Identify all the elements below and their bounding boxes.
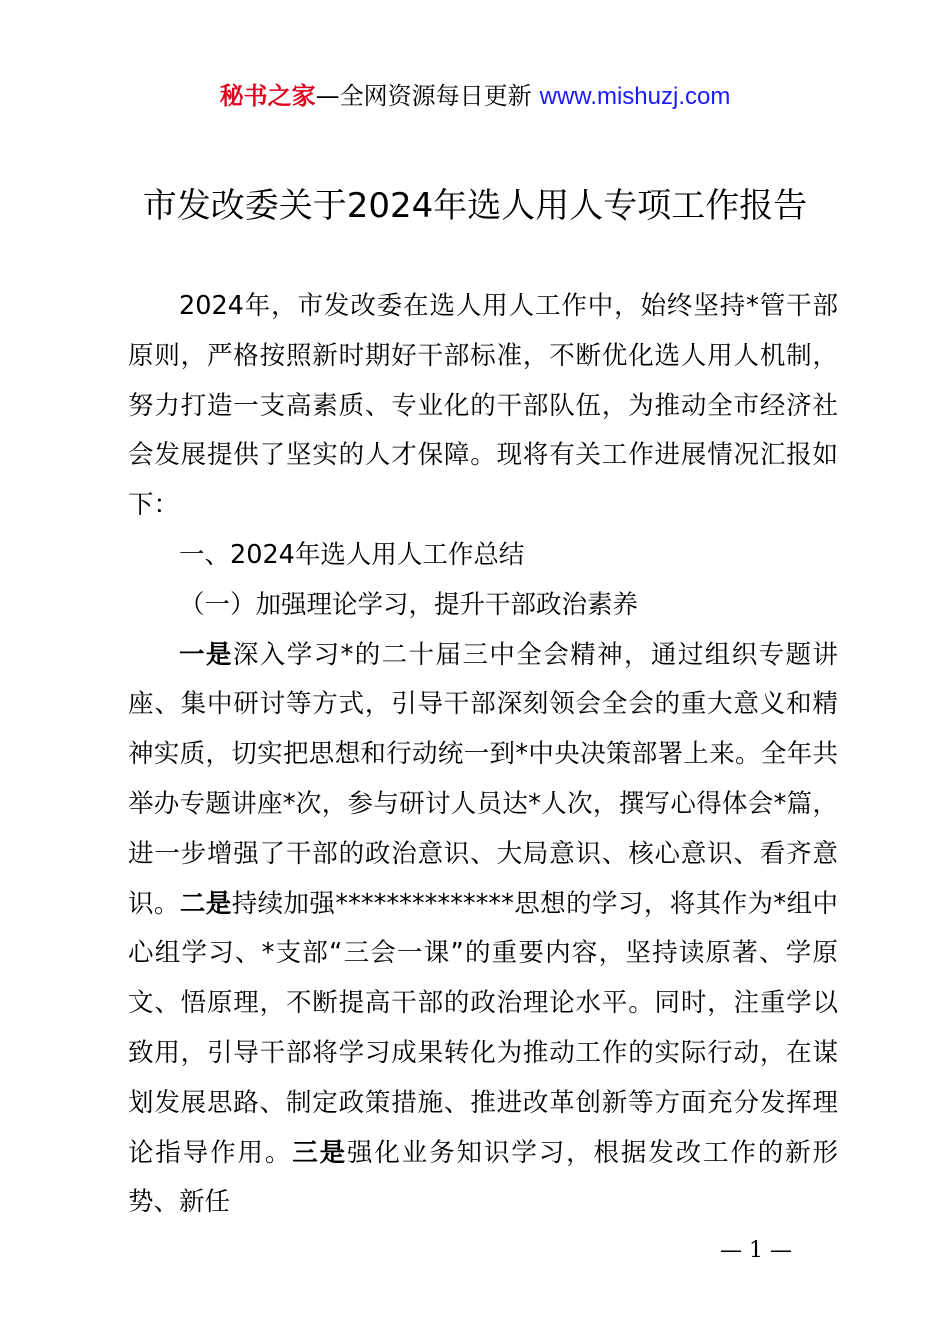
section-heading: 一、2024年选人用人工作总结 xyxy=(179,539,525,570)
site-url-link[interactable]: www.mishuzj.com xyxy=(539,83,731,110)
document-title: 市发改委关于2024年选人用人专项工作报告 xyxy=(142,186,808,226)
point-text-1: 深入学习*的二十届三中全会精神，通过组织专题讲座、集中研讨等方式，引导干部深刻领会全会的重大意义和精神实质，切实把思想和行动统一到*中央决策部署上来。全年共举办专题讲座*次，参与研讨人员达*人次，撰写心得体会*篇，进一步增强了干部的政治意识、大局意识、核心意识、看齐意识。 xyxy=(128,639,838,919)
point-lead-2: 二是 xyxy=(179,888,232,919)
point-lead-3: 三是 xyxy=(292,1137,348,1168)
site-slogan: —全网资源每日更新 xyxy=(315,82,532,110)
point-text-3: 强化业务知识学习，根据发改工作的新形势、新任 xyxy=(128,1137,838,1218)
point-text-2: 持续加强**************思想的学习，将其作为*组中心组学习、*支部“三会一课”的重要内容，坚持读原著、学原文、悟原理，不断提高干部的政治理论水平。同时，注重学以致用，引导干部将学习成果转化为推动工作的实际行动，在谋划发展思路、制定政策措施、推进改革创新等方面充分发挥理论指导作用。 xyxy=(128,888,838,1168)
site-brand: 秘书之家 xyxy=(219,82,316,110)
page-number: — 1 — xyxy=(720,1238,792,1263)
subsection-heading: （一）加强理论学习，提升干部政治素养 xyxy=(179,589,639,620)
point-lead-1: 一是 xyxy=(179,639,233,670)
site-header xyxy=(0,80,950,113)
document-body xyxy=(128,282,838,1228)
body-paragraph xyxy=(128,631,838,1229)
intro-paragraph: 2024年，市发改委在选人用人工作中，始终坚持*管干部原则，严格按照新时期好干部标准，不断优化选人用人机制，努力打造一支高素质、专业化的干部队伍，为推动全市经济社会发展提供了坚实的人才保障。现将有关工作进展情况汇报如下： xyxy=(128,291,838,521)
